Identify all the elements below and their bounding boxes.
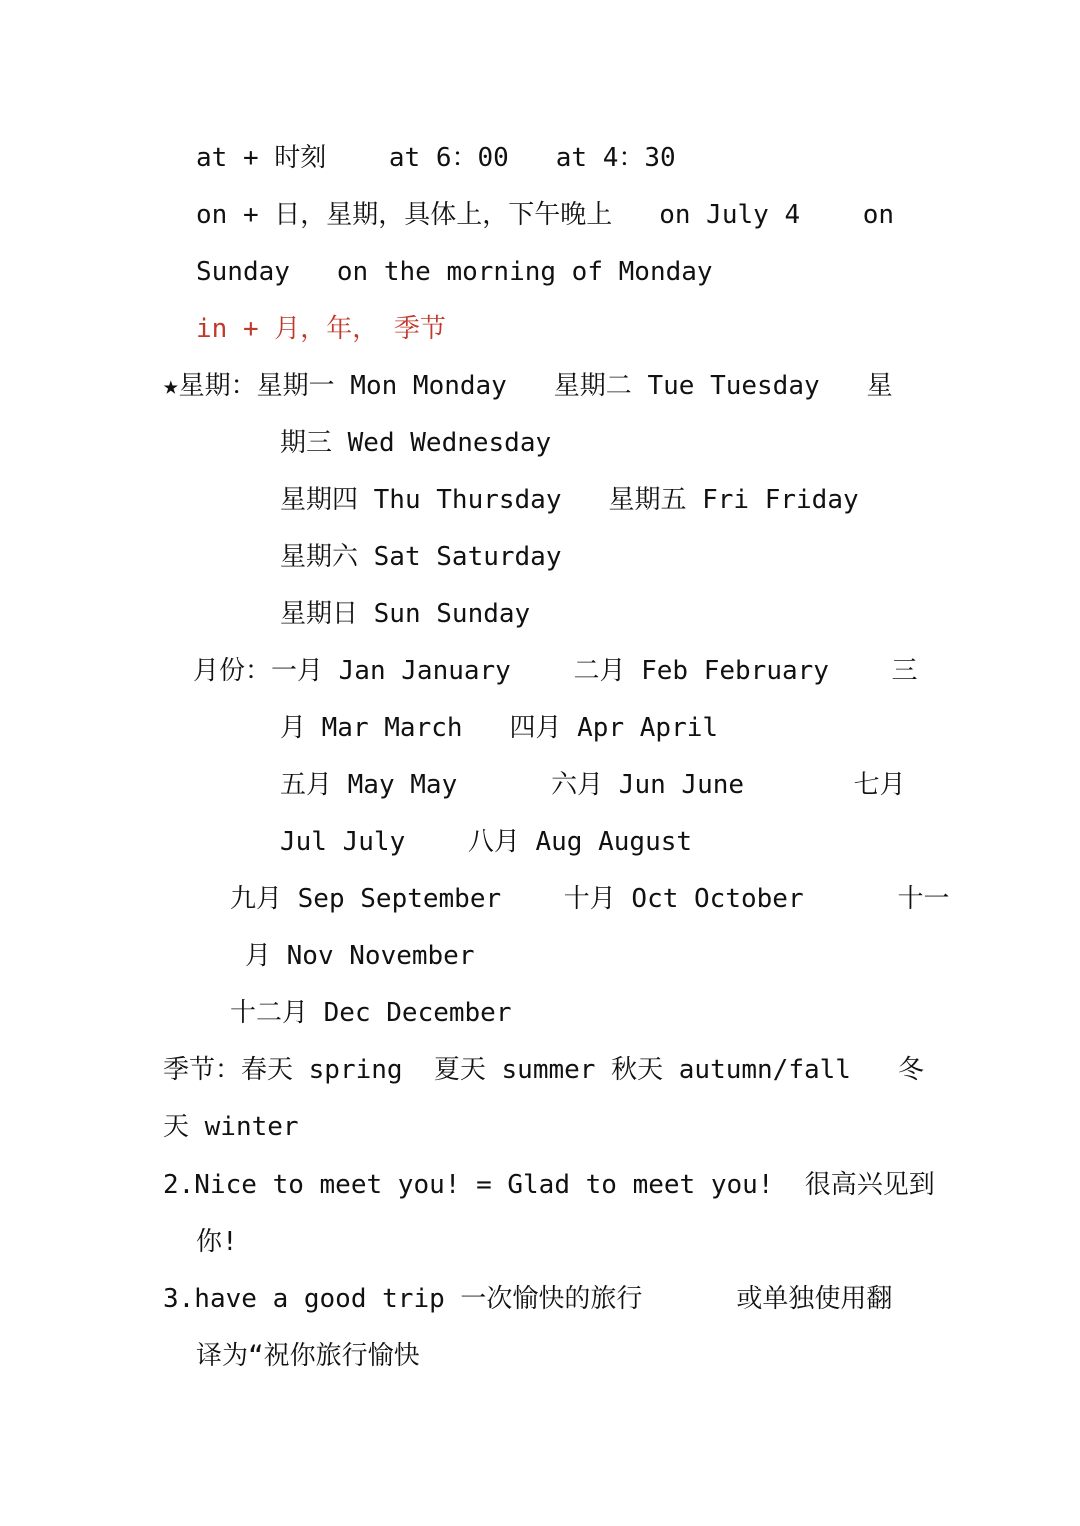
text-line-on-day: on + 日，星期，具体上，下午晚上 on July 4 on bbox=[196, 200, 895, 230]
text-line-march-april: 月 Mar March 四月 Apr April bbox=[280, 713, 719, 743]
text-line-december: 十二月 Dec December bbox=[230, 998, 512, 1028]
text-line-winter: 天 winter bbox=[163, 1112, 299, 1142]
text-line-july-august: Jul July 八月 Aug August bbox=[280, 827, 693, 857]
text-line-wednesday: 期三 Wed Wednesday bbox=[280, 428, 552, 458]
text-line-in-month: in + 月，年， 季节 bbox=[196, 314, 446, 344]
text-line-weekdays-heading: ★星期：星期一 Mon Monday 星期二 Tue Tuesday 星 bbox=[163, 371, 893, 401]
text-line-nice-to-meet-you-cont: 你! bbox=[196, 1227, 238, 1257]
text-line-september-october: 九月 Sep September 十月 Oct October 十一 bbox=[230, 884, 950, 914]
text-line-on-sunday: Sunday on the morning of Monday bbox=[196, 257, 713, 287]
text-line-thursday-friday: 星期四 Thu Thursday 星期五 Fri Friday bbox=[280, 485, 859, 515]
text-line-good-trip-cont: 译为“祝你旅行愉快 bbox=[196, 1341, 420, 1371]
text-line-nice-to-meet-you: 2.Nice to meet you! = Glad to meet you! 很高兴见到 bbox=[163, 1170, 935, 1200]
text-line-at-time: at + 时刻 at 6：00 at 4：30 bbox=[196, 143, 676, 173]
text-line-months-heading: 月份：一月 Jan January 二月 Feb February 三 bbox=[193, 656, 918, 686]
text-line-sunday: 星期日 Sun Sunday bbox=[280, 599, 531, 629]
text-line-good-trip: 3.have a good trip 一次愉快的旅行 或单独使用翻 bbox=[163, 1284, 893, 1314]
text-line-saturday: 星期六 Sat Saturday bbox=[280, 542, 562, 572]
text-line-november: 月 Nov November bbox=[245, 941, 475, 971]
text-line-may-june: 五月 May May 六月 Jun June 七月 bbox=[280, 770, 906, 800]
text-line-seasons: 季节：春天 spring 夏天 summer 秋天 autumn/fall 冬 bbox=[163, 1055, 924, 1085]
